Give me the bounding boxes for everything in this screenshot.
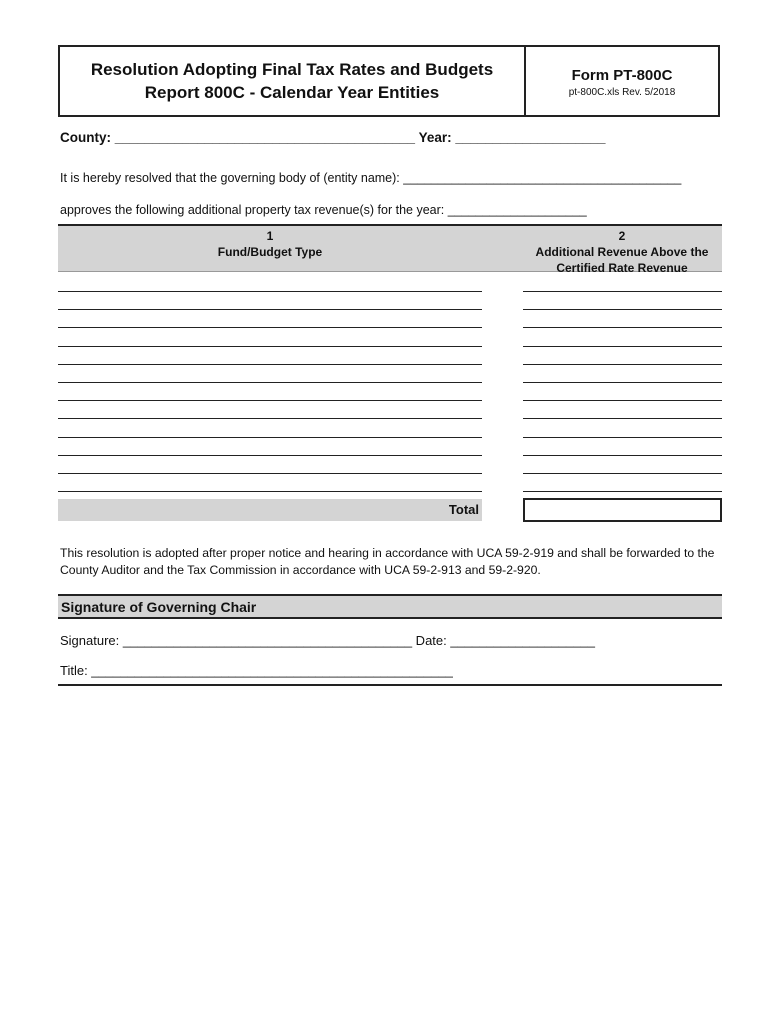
- county-year-field[interactable]: County: ________________________________________ Year: ____________________: [60, 130, 606, 145]
- signer-title-field[interactable]: Title: __________________________________________________: [60, 663, 453, 678]
- form-id-block: [526, 47, 718, 115]
- revenue-entry-line[interactable]: [523, 309, 722, 310]
- revenue-year-field[interactable]: approves the following additional property tax revenue(s) for the year: ____________________: [60, 203, 587, 217]
- fund-type-entry-line[interactable]: [58, 400, 482, 401]
- bottom-rule: [58, 684, 722, 686]
- signature-section-title: [58, 594, 722, 619]
- revenue-entry-line[interactable]: [523, 455, 722, 456]
- form-title-line2: Report 800C - Calendar Year Entities: [144, 83, 440, 102]
- revenue-entry-line[interactable]: [523, 400, 722, 401]
- revenue-entry-line[interactable]: [523, 346, 722, 347]
- fund-type-entry-line[interactable]: [58, 455, 482, 456]
- form-code: Form PT-800C: [571, 66, 673, 84]
- fund-type-entry-line[interactable]: [58, 309, 482, 310]
- form-revision: pt-800C.xls Rev. 5/2018: [568, 86, 676, 98]
- revenue-entry-line[interactable]: [523, 473, 722, 474]
- fund-type-entry-line[interactable]: [58, 418, 482, 419]
- resolution-paragraph: This resolution is adopted after proper notice and hearing in accordance with UCA 59-2-919 and shall be forwarded to the County Auditor and the Tax Commission in accordance with UCA 59-2-913 and 59-2-920.: [60, 546, 715, 577]
- signature-section-label: Signature of Governing Chair: [61, 599, 257, 615]
- entity-name-field[interactable]: It is hereby resolved that the governing body of (entity name): ________________________________________: [60, 171, 682, 185]
- fund-type-entry-line[interactable]: [58, 346, 482, 347]
- header-gap: [482, 224, 522, 272]
- revenue-entry-line[interactable]: [523, 418, 722, 419]
- revenue-entry-line[interactable]: [523, 364, 722, 365]
- form-title: [60, 47, 526, 115]
- revenue-entry-line[interactable]: [523, 382, 722, 383]
- col2-number: 2: [618, 229, 626, 243]
- additional-revenue-header: [522, 224, 722, 275]
- fund-budget-type-header: [58, 224, 482, 272]
- fund-type-entry-line[interactable]: [58, 491, 482, 492]
- fund-type-entry-line[interactable]: [58, 291, 482, 292]
- fund-type-entry-line[interactable]: [58, 364, 482, 365]
- col2-label-line2: Certified Rate Revenue: [556, 261, 688, 275]
- revenue-entry-line[interactable]: [523, 491, 722, 492]
- fund-type-entry-line[interactable]: [58, 437, 482, 438]
- total-amount-field[interactable]: [523, 498, 722, 522]
- fund-type-entry-line[interactable]: [58, 327, 482, 328]
- revenue-entry-line[interactable]: [523, 291, 722, 292]
- col1-number: 1: [266, 229, 274, 243]
- signature-date-field[interactable]: Signature: ________________________________________ Date: ____________________: [60, 633, 595, 648]
- col2-label-line1: Additional Revenue Above the: [535, 245, 709, 259]
- total-label: Total: [448, 502, 479, 517]
- revenue-entry-line[interactable]: [523, 327, 722, 328]
- form-header: [58, 45, 720, 117]
- fund-type-entry-line[interactable]: [58, 382, 482, 383]
- fund-type-entry-line[interactable]: [58, 473, 482, 474]
- total-label-band: [58, 499, 482, 521]
- revenue-entry-line[interactable]: [523, 437, 722, 438]
- col1-label: Fund/Budget Type: [217, 245, 323, 259]
- form-title-line1: Resolution Adopting Final Tax Rates and Budgets: [90, 60, 494, 79]
